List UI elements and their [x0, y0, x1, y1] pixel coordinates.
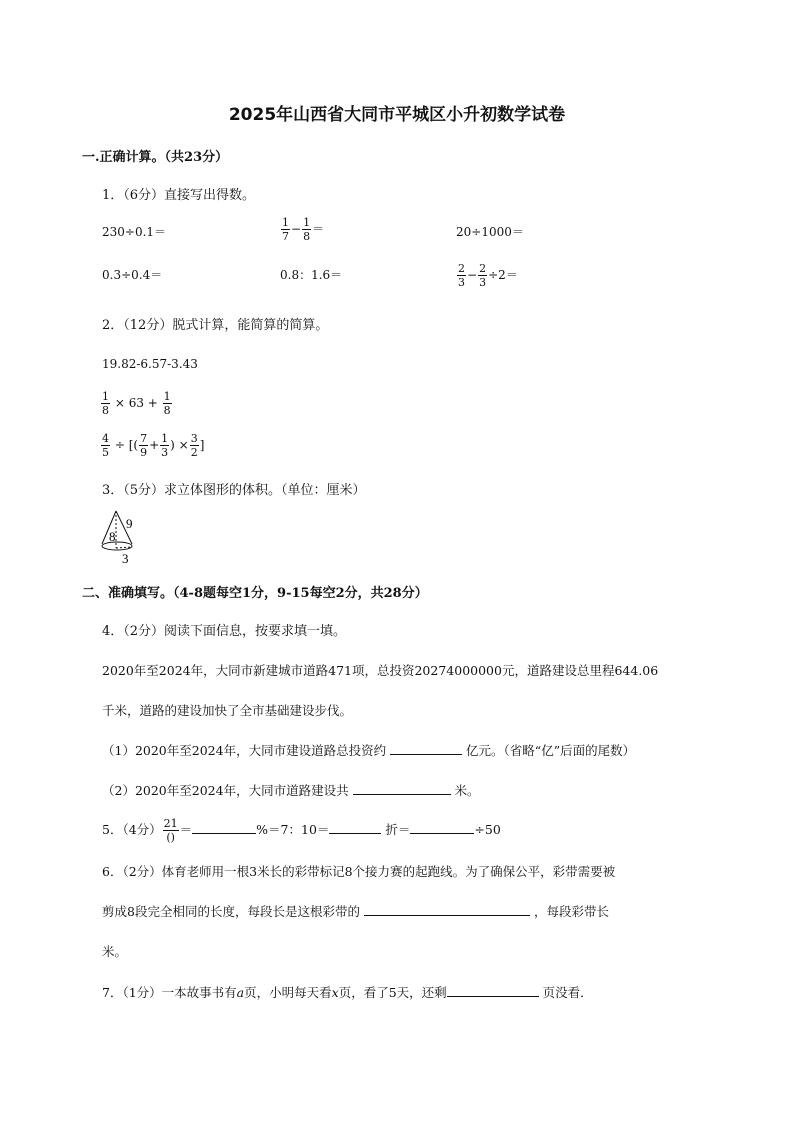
fraction: $\frac{1}{8}$: [102, 390, 109, 417]
q1-item-5: 0.8：1.6＝: [280, 268, 343, 282]
fraction: $\frac{1}{8}$: [163, 390, 171, 417]
fraction: $\frac{2}{3}$: [479, 262, 487, 289]
question-3-stem: 3．（5分）求立体图形的体积。（单位：厘米）: [102, 483, 366, 498]
q4-sub-1: （1）2020年至2024年，大同市建设道路总投资约 亿元。（省略“亿”后面的尾数）: [102, 743, 636, 758]
q1-item-2: $\frac{1}{7}$ − $\frac{1}{8}$ ＝: [282, 216, 325, 243]
cone-figure: [100, 508, 150, 568]
fraction: $\frac{21}{()}$: [163, 817, 178, 844]
q1-item-4: 0.3÷0.4＝: [102, 268, 163, 282]
question-6-line-2: 剪成8段完全相同的长度，每段长是这根彩带的 ，每段彩带长: [102, 904, 609, 919]
answer-blank[interactable]: [410, 821, 474, 834]
question-6-line-3: 米。: [102, 944, 128, 959]
cone-radius-label: 3: [122, 551, 129, 566]
question-1-stem: 1．（6分）直接写出得数。: [102, 188, 256, 203]
answer-blank[interactable]: [353, 782, 451, 795]
section-heading-2: 二、准确填写。（4-8题每空1分，9-15每空2分，共28分）: [82, 586, 428, 601]
q4-sub-2: （2）2020年至2024年，大同市道路建设共 米。: [102, 783, 480, 798]
q2-expr-1: 19.82-6.57-3.43: [102, 357, 198, 371]
cone-height-label: 9: [126, 516, 133, 531]
fraction: $\frac{1}{8}$: [303, 216, 311, 243]
answer-blank[interactable]: [192, 821, 256, 834]
q1-item-1: 230÷0.1＝: [102, 225, 167, 239]
fraction: $\frac{1}{3}$: [161, 432, 169, 459]
answer-blank[interactable]: [390, 742, 462, 755]
answer-blank[interactable]: [364, 903, 530, 916]
question-7: 7．（1分）一本故事书有a页，小明每天看x页，看了5天，还剩 页没看．: [102, 985, 593, 1000]
fraction: $\frac{3}{2}$: [190, 432, 198, 459]
question-5: 5．（4分） $\frac{21}{()}$ ＝ %＝7：10＝ 折＝ ÷50: [102, 817, 501, 844]
q1-item-3: 20÷1000＝: [456, 225, 524, 239]
question-4-stem: 4．（2分）阅读下面信息，按要求填一填。: [102, 624, 347, 639]
page-title: 2025年山西省大同市平城区小升初数学试卷: [228, 105, 566, 125]
q2-expr-2: $\frac{1}{8}$ × 63 + $\frac{1}{8}$: [102, 390, 171, 417]
question-2-stem: 2．（12分）脱式计算，能简算的简算。: [102, 318, 329, 333]
fraction: $\frac{1}{7}$: [282, 216, 289, 243]
answer-blank[interactable]: [329, 821, 381, 834]
q1-item-6: $\frac{2}{3}$ − $\frac{2}{3}$ ÷2＝: [458, 262, 518, 289]
fraction: $\frac{2}{3}$: [458, 262, 465, 289]
question-6-line-1: 6．（2分）体育老师用一根3米长的彩带标记8个接力赛的起跑线。为了确保公平，彩带需要被: [102, 864, 616, 879]
cone-slant-label: 8: [109, 529, 116, 544]
q4-info-line-2: 千米，道路的建设加快了全市基础建设步伐。: [102, 703, 353, 718]
section-heading-1: 一.正确计算。（共23分）: [82, 150, 229, 165]
fraction: $\frac{7}{9}$: [140, 432, 148, 459]
q4-info-line-1: 2020年至2024年，大同市新建城市道路471项，总投资20274000000元，道路建设总里程644.06: [102, 663, 659, 678]
q2-expr-3: $\frac{4}{5}$ ÷ [( $\frac{7}{9}$ + $\frac{1}{3}$ ) × $\frac{3}{2}$ ]: [102, 432, 205, 459]
answer-blank[interactable]: [447, 984, 539, 997]
fraction: $\frac{4}{5}$: [102, 432, 109, 459]
